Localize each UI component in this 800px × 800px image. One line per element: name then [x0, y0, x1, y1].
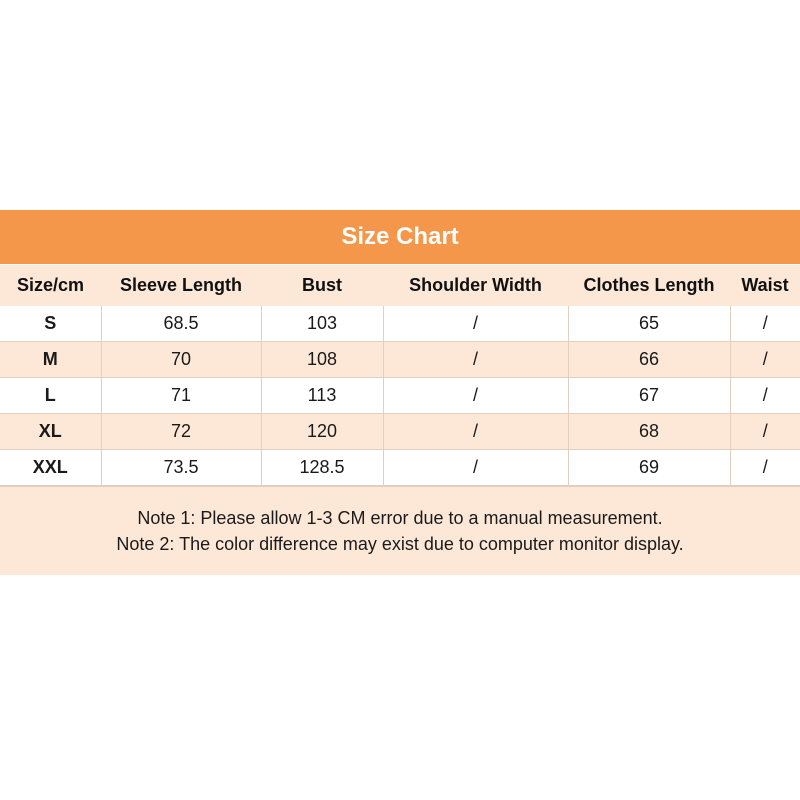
header-bust: Bust [261, 265, 383, 306]
bust-cell: 120 [261, 414, 383, 450]
header-row [0, 265, 800, 306]
bust-cell: 128.5 [261, 450, 383, 486]
size-cell: XXL [0, 450, 101, 486]
waist-cell: / [730, 306, 800, 342]
shoulder-width-cell: / [383, 342, 568, 378]
sleeve-length-cell: 68.5 [101, 306, 261, 342]
clothes-length-cell: 67 [568, 378, 730, 414]
table-row [0, 378, 800, 414]
waist-cell: / [730, 414, 800, 450]
table-row [0, 450, 800, 486]
header-sleeve-length: Sleeve Length [101, 265, 261, 306]
size-chart [0, 210, 800, 575]
note-1: Note 1: Please allow 1-3 CM error due to a manual measurement. [137, 508, 663, 528]
note-2: Note 2: The color difference may exist due to computer monitor display. [116, 534, 684, 554]
clothes-length-cell: 69 [568, 450, 730, 486]
chart-title: Size Chart [0, 210, 800, 265]
size-cell: XL [0, 414, 101, 450]
sleeve-length-cell: 72 [101, 414, 261, 450]
shoulder-width-cell: / [383, 306, 568, 342]
clothes-length-cell: 66 [568, 342, 730, 378]
clothes-length-cell: 65 [568, 306, 730, 342]
waist-cell: / [730, 342, 800, 378]
shoulder-width-cell: / [383, 450, 568, 486]
table-row [0, 342, 800, 378]
size-cell: L [0, 378, 101, 414]
bust-cell: 103 [261, 306, 383, 342]
header-clothes-length: Clothes Length [568, 265, 730, 306]
header-size: Size/cm [0, 265, 101, 306]
sleeve-length-cell: 73.5 [101, 450, 261, 486]
waist-cell: / [730, 450, 800, 486]
sleeve-length-cell: 70 [101, 342, 261, 378]
bust-cell: 108 [261, 342, 383, 378]
header-shoulder-width: Shoulder Width [383, 265, 568, 306]
shoulder-width-cell: / [383, 414, 568, 450]
shoulder-width-cell: / [383, 378, 568, 414]
size-table [0, 265, 800, 486]
table-row [0, 306, 800, 342]
notes-section [0, 486, 800, 575]
sleeve-length-cell: 71 [101, 378, 261, 414]
table-row [0, 414, 800, 450]
bust-cell: 113 [261, 378, 383, 414]
clothes-length-cell: 68 [568, 414, 730, 450]
waist-cell: / [730, 378, 800, 414]
size-cell: M [0, 342, 101, 378]
header-waist: Waist [730, 265, 800, 306]
size-cell: S [0, 306, 101, 342]
